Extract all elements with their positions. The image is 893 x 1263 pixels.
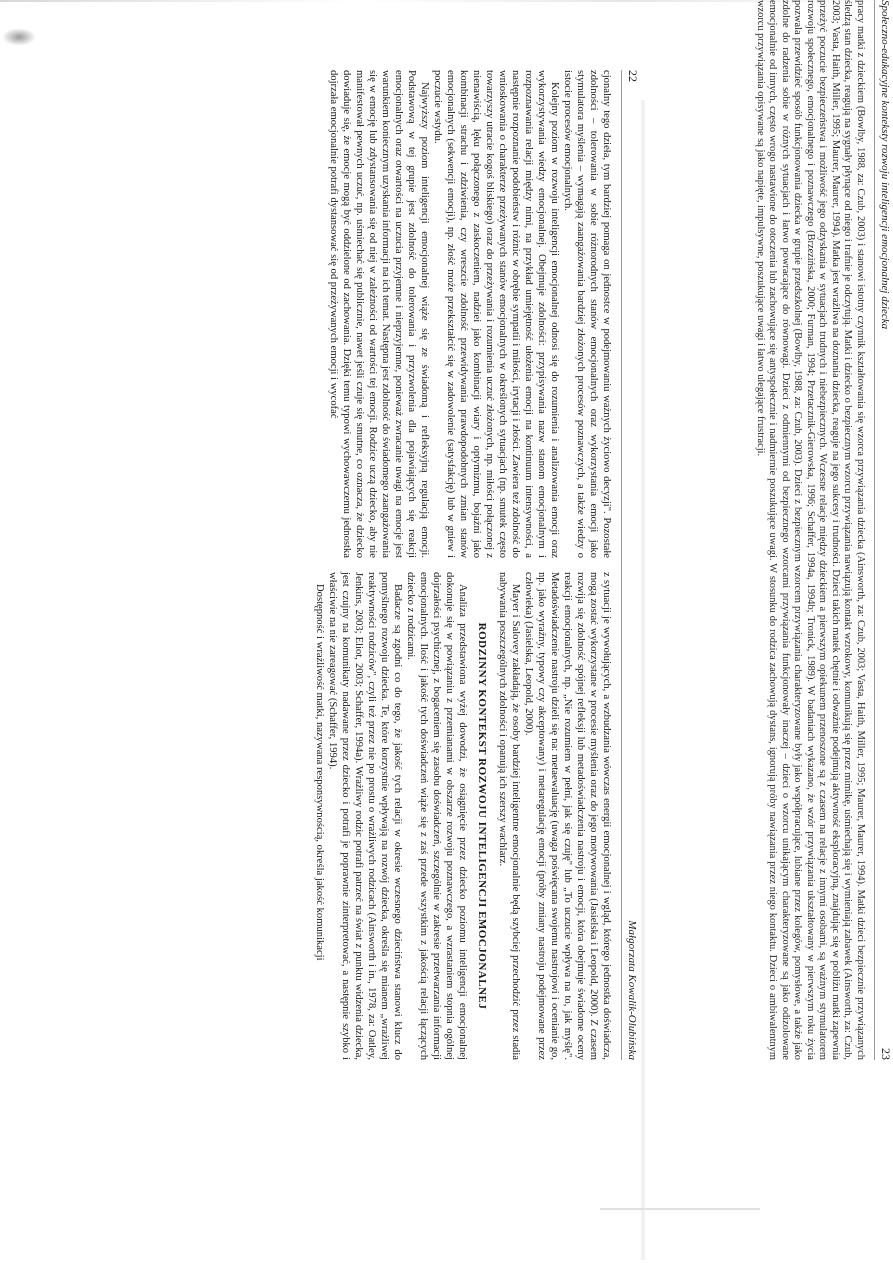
left-columns: [313, 70, 613, 1060]
running-head: Społeczno-edukacyjne konteksty rozwoju inteligencji emocjonalnej dziecka: [879, 0, 891, 330]
paragraph: Kolejny poziom w rozwoju inteligencji emocjonalnej odnosi się do rozumienia i analizowania emocji oraz wykorzystywania wiedzy emocjonalnej. Obejmuje zdolności: przypisywania nazw stanom emocjonalnym i rozpoznawania relacji między nimi, na przykład umiejętność ułożenia emocji na kontinuum intensywności, a następnie rozpoznanie podobieństw i różnic w obrębie sympatii i miłości, irytacji i złości. Zawiera też zdolność do wnioskowania o charakterze przeżywanych stanów emocjonalnych w określonych sytuacjach (np. smutek często towarzyszy utracie kogoś bliskiego) oraz do przeżywania i rozumienia uczuć złożonych, np. miłości połączonej z nienawiścią, lęku połączonego z zaskoczeniem, nadziei jako kombinacji wiary i optymizmu, bojaźni jako kombinacji strachu i zdziwienia, czy wreszcie zdolność przewidywania prawdopodobnych zmian stanów emocjonalnych (sekwencji emocji), np. złość może przekształcić się w zadowolenie (satysfakcję) lub w gniew i poczucie wstydu.: [432, 70, 560, 558]
paragraph: Analiza przedstawiona wyżej dowodzi, że osiągnięcie przez dziecko poziomu inteligencji emocjonalnej dokonuje się w powiązaniu z przemianami w obszarze rozwoju poznawczego, a wzrastaniem stopnia ogólnej dojrzałości psychicznej, z bogaceniem się zasobu doświadczeń, szczególnie w zakresie przetwarzania informacji emocjonalnych. Ilość i jakość tych doświadczeń wiąże się z zaś przede wszystkim z jakością relacji łączących dziecko z rodzicami.: [405, 572, 468, 1060]
right-page-rotated-content: [650, 0, 893, 1120]
page-number: 22: [626, 70, 640, 82]
left-column-2: [313, 572, 613, 1060]
running-head: Małgorzata Kowalik-Olubińska: [626, 920, 638, 1060]
section-heading: RODZINNY KONTEKST ROZWOJU INTELIGENCJI EMOCJONALNEJ: [476, 622, 488, 1010]
book-gutter: [640, 100, 646, 1260]
left-running-header: [621, 70, 640, 1060]
paragraph: cjonalny tego dzieła, tym bardziej pomaga on jednostce w podejmowaniu ważnych życiowo decyzji". Pozostałe zdolności – tolerowania w sobie różnorodnych stanów emocjonalnych oraz wykorzystania emocji jako stymulatora myślenia – wymagają zaangażowania bardziej złożonych procesów poznawczych, a także wiedzy o istocie procesów emocjonalnych.: [562, 70, 612, 558]
paragraph: pracy matki z dzieckiem (Bowlby, 1988, za: Czub, 2003) i stanowi istotny czynnik kształtowania się wzorca przywiązania dziecka (Ainsworth, za: Czub, 2003; Vasta, Haith, Miller, 1995; Maurer, Maurer, 1994). Matki dzieci bezpiecznie przywiązanych śledzą stan dziecka, reagują na sygnały płynące od niego i trafnie je odczytują. Matki i dziecko o bezpiecznym wzorcu przywiązania nawiązują kontakt wzrokowy, komunikują się przez mimikę, uśmiechają się i wymieniają zabawek (Ainsworth, za: Czub, 2003; Vasta, Haith, Miller, 1995; Maurer, Maurer, 1994). Matka jest wrażliwa na doznania dziecka, reaguje na jego sukcesy i trudności. Dzieci takich matek chętnie i odważnie podejmują aktywność eksploracyjną, znajdując się w pobliżu matki zapewnia przeżyć poczucie bezpieczeństwa i możliwość jego odzyskania w sytuacjach trudnych i niebezpiecznych. Wczesne relacje między dzieckiem a pierwszym opiekunem przenoszone są z czasem na relacje z innymi osobami, są ważnym stymulatorem rozwoju społecznego, emocjonalnego i poznawczego (Brzezińska, 2000; Furman, 1994; Przetacznik-Gierowska, 1996; Schaffer, 1994a, 1994b; Tronick, 1989). W badaniach wykazano, że wzór przywiązania ukształtowany w pierwszym roku życia pozwala przewidzieć sposób funkcjonowania dziecka w grupie przedszkolnej (Bowlby, 1988, za: Czub, 2003). Dzieci z bezpiecznym wzorcem przywiązania charakteryzowane były jako współpracujące, lubiane przez kolegów, pomysłowe, a także jako zdolne do radzenia sobie w różnych sytuacjach i łatwo powracające do równowagi. Dzieci z odmiennymi od bezpiecznego wzorcami przywiązania funkcjonowały inaczej – dzieci o wzorcu unikającym charakteryzowane są jako odizolowane emocjonalnie od innych, często wrogo nastawione do otoczenia lub zachowujące się antyspołecznie i nadmiernie poszukujące uwagi. W stosunku do rodzica zachowują dystans, ignorują próby nawiązania przez niego kontaktu. Dzieci o ambiwalentnym wzorcu przywiązania opisywane są jako napięte, impulsywne, poszukujące uwagi i łatwo ulegające frustracji.: [755, 0, 866, 1060]
right-columns: [754, 0, 867, 1060]
right-page: [650, 0, 893, 1263]
scan-corner-mark: [2, 28, 36, 46]
right-column-1: [754, 0, 867, 1060]
page-number: 23: [879, 1048, 893, 1060]
right-running-header: [874, 0, 893, 1060]
paragraph: Mayer i Salovey zakładają, że osoby bardziej inteligentne emocjonalnie będą szybciej przechodzić przez stadia nabywania poszczególnych zdolności i opanują ich szerszy wachlarz.: [497, 572, 521, 1060]
paragraph: z sytuacji je wywołujących, a wzbudzania wówczas energii emocjonalnej i wgląd, którego jednostka doświadcza, mogą zostać wykorzystane w procesie myślenia oraz do jego motywowania (Jasielska i Leopold, 2000). Z czasem rozwija się zdolność spójnej refleksji lub metadoświadczenia nastroju i emocji, która obejmuje świadome oceny reakcji emocjonalnych, np. „Nie rozumiem w pełni, jak się czuję" lub „To uczucie wpływa na to, jak myślę". Metadoświadczenie nastroju dzieli się na: metaewaluację (uwaga poświęcana swojemu nastrojowi i ocenianie go, np. jako wyraźny, typowy czy akceptowany) i metaregulację emocji (próby zmiany nastroju podejmowane przez człowieka) (Jasielska, Leopold, 2000).: [523, 572, 612, 1060]
left-page-rotated-content: [80, 0, 640, 1120]
paragraph: Badacze są zgodni co do tego, że jakość tych relacji w okresie wczesnego dzieciństwa stanowi klucz do pomyślnego rozwoju dziecka. Te, które korzystnie wpływają na rozwój dziecka, określa się mianem „wrażliwej reaktywności rodziców", czyli też przez nie po prostu o wrażliwych rodzicach (Ainsworth i in., 1978, za: Oatley, Jenkins, 2003; Eliot, 2003; Schaffer, 1994a). Wrażliwy rodzic potrafi patrzeć na świat z punktu widzenia dziecka, jest czujny na komunikaty nadawane przez dziecko i potrafi je poprawnie zinterpretować, a następnie szybko i właściwie na nie zareagować (Schaffer, 1994).: [327, 572, 403, 1060]
left-page: [80, 0, 640, 1263]
paragraph: Najwyższy poziom inteligencji emocjonalnej wiąże się ze świadomą i refleksyjną regulacją emocji. Podstawową w tej grupie jest zdolność do tolerowania i przyzwolenia dla pojawiających się reakcji emocjonalnych oraz otwartości na uczucia przyjemne i nieprzyjemne, ponieważ zwracanie uwagi na emocje jest warunkiem koniecznym uzyskania informacji na ich temat. Następna jest zdolność do świadomego zaangażowania się w emocję lub zdystansowania się od niej w zależności od wartości tej emocji. Rodzice uczą dziecko, aby nie manifestował pewnych uczuć, np. uśmiechać się publicznie, nawet jeśli czuje się smutne, co oznacza, że dziecko dowiaduje się, że emocje mogą być oddzielone od zachowania. Dzięki temu typowi wychowawczemu jednostka dojrzała emocjonalnie potrafi dystansować się od przeżywanych emocji i wycofać: [328, 70, 430, 558]
left-column-1: [313, 70, 613, 558]
paragraph: Dostępność i wrażliwość matki, nazywana responsywnością, określa jakość komunikacji: [314, 584, 325, 961]
